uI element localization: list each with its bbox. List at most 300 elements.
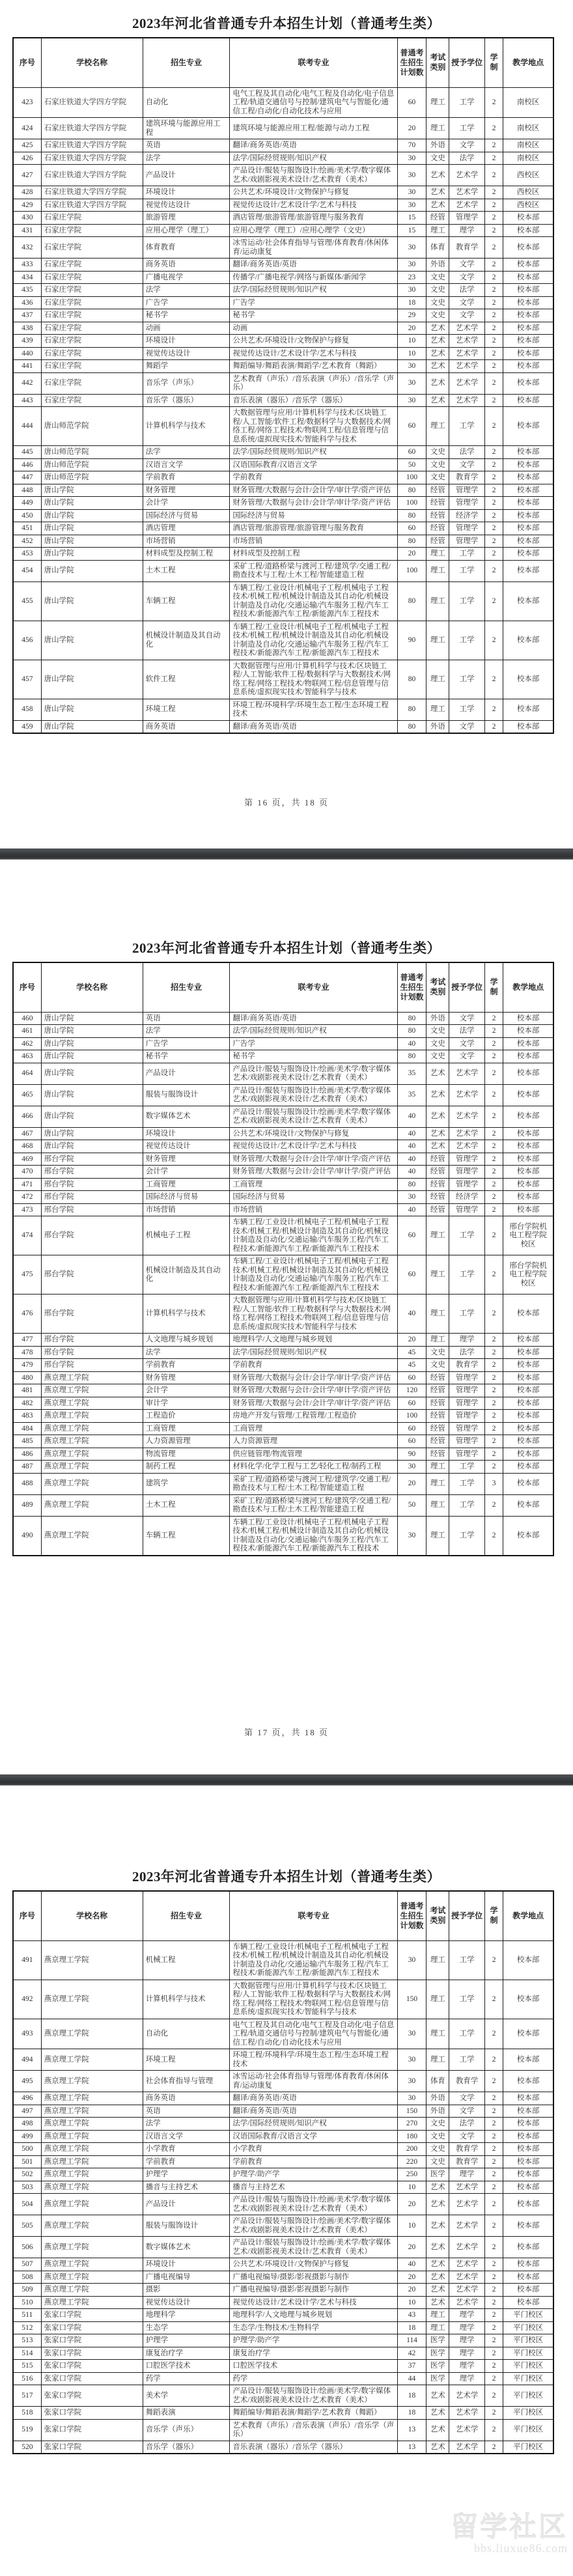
table-cell: 音乐表演（器乐）/音乐学（器乐） <box>230 2441 397 2454</box>
table-cell: 体育 <box>426 237 449 259</box>
table-cell: 电气工程及其自动化/电气工程及自动化/电子信息工程/轨道交通信号与控制/建筑电气与智能化/通信工程/自动化/自动化技术与应用 <box>230 87 397 118</box>
table-cell: 燕京理工学院 <box>41 1473 143 1494</box>
table-cell: 2 <box>485 1371 503 1384</box>
table-cell: 文史 <box>426 2143 449 2156</box>
table-cell: 广告学 <box>230 1037 397 1050</box>
table-cell: 文学 <box>449 720 485 733</box>
table-cell: 医学 <box>426 2372 449 2385</box>
table-cell: 艺术学 <box>449 2385 485 2407</box>
table-cell: 车辆工程/工业设计/机械电子工程/机械电子工程技术/机械工程/机械设计制造及其自动化/机械设计制造及自动化/交通运输/汽车服务工程/汽车工程技术/新能源汽车工程/新能源汽车工程技术 <box>230 1516 397 1556</box>
table-cell: 30 <box>397 2071 426 2092</box>
table-cell: 产品设计/服装与服饰设计/绘画/美术学/数字媒体艺术/戏剧影视美术设计/艺术教育（美术） <box>230 2194 397 2215</box>
table-cell: 唐山师范学院 <box>41 446 143 459</box>
table-row <box>13 548 553 561</box>
table-cell: 工学 <box>449 581 485 621</box>
table-cell: 唐山学院 <box>41 509 143 522</box>
table-cell: 财务管理/大数据与会计/会计学/审计学/资产评估 <box>230 1384 397 1397</box>
table-cell: 37 <box>397 2360 426 2373</box>
table-cell: 校本部 <box>503 2155 553 2168</box>
table-cell: 国际经济与贸易 <box>230 509 397 522</box>
table-cell: 艺术学 <box>449 2271 485 2284</box>
table-cell: 512 <box>13 2321 41 2334</box>
table-cell: 应用心理学（理工）/应用心理学（文史） <box>230 224 397 237</box>
table-cell: 旅游管理 <box>143 212 230 225</box>
table-cell: 2 <box>485 1203 503 1216</box>
table-cell: 2 <box>485 2155 503 2168</box>
table-cell: 唐山学院 <box>41 1140 143 1153</box>
table-cell: 平门校区 <box>503 2385 553 2407</box>
table-cell: 工学 <box>449 1295 485 1334</box>
column-header: 考试类别 <box>426 1891 449 1940</box>
table-cell: 理工 <box>426 1494 449 1516</box>
table-cell: 30 <box>397 284 426 297</box>
table-cell: 法学 <box>449 152 485 165</box>
table-cell: 2 <box>485 360 503 373</box>
table-cell: 2 <box>485 484 503 497</box>
table-row <box>13 2118 553 2131</box>
table-cell: 财务管理/大数据与会计/会计学/审计学/资产评估 <box>230 497 397 510</box>
table-row <box>13 2284 553 2297</box>
table-row <box>13 2143 553 2156</box>
table-cell: 工学 <box>449 1473 485 1494</box>
table-cell: 520 <box>13 2441 41 2454</box>
table-cell: 2 <box>485 259 503 272</box>
table-cell: 自动化 <box>143 2019 230 2049</box>
table-cell: 校本部 <box>503 1334 553 1347</box>
table-cell: 法学 <box>143 446 230 459</box>
table-cell: 478 <box>13 1346 41 1359</box>
table-cell: 经管 <box>426 1384 449 1397</box>
table-cell: 学前教育 <box>230 471 397 484</box>
table-cell: 数字媒体艺术 <box>143 2237 230 2258</box>
table-cell: 自动化 <box>143 87 230 118</box>
table-cell: 燕京理工学院 <box>41 1461 143 1474</box>
table-cell: 唐山学院 <box>41 1050 143 1063</box>
table-cell: 10 <box>397 347 426 360</box>
table-row <box>13 309 553 322</box>
table-cell: 2 <box>485 535 503 548</box>
table-cell: 2 <box>485 1448 503 1461</box>
table-cell: 经管 <box>426 509 449 522</box>
table-row <box>13 1448 553 1461</box>
table-cell: 秘书学 <box>143 309 230 322</box>
table-cell: 经济学 <box>449 509 485 522</box>
table-cell: 2 <box>485 581 503 621</box>
column-header: 序号 <box>13 962 41 1012</box>
table-cell: 管理学 <box>449 1203 485 1216</box>
table-cell: 30 <box>397 259 426 272</box>
table-cell: 口腔医学技术 <box>230 2360 397 2373</box>
table-row <box>13 347 553 360</box>
table-cell: 校本部 <box>503 446 553 459</box>
table-cell: 燕京理工学院 <box>41 2118 143 2131</box>
table-cell: 校本部 <box>503 1127 553 1140</box>
table-row <box>13 1422 553 1435</box>
table-cell: 邢台学院 <box>41 1153 143 1166</box>
table-cell: 艺术 <box>426 2258 449 2271</box>
table-cell: 150 <box>397 2105 426 2118</box>
table-cell: 30 <box>397 165 426 186</box>
table-cell: 20 <box>397 1473 426 1494</box>
table-cell: 463 <box>13 1050 41 1063</box>
table-cell: 西校区 <box>503 165 553 186</box>
table-cell: 2 <box>485 322 503 335</box>
table-cell: 2 <box>485 720 503 733</box>
page-title: 2023年河北省普通专升本招生计划（普通考生类） <box>132 1869 441 1884</box>
table-cell: 100 <box>397 471 426 484</box>
table-cell: 60 <box>397 1216 426 1255</box>
table-cell: 视觉传达设计/艺术设计学/艺术与科技 <box>230 347 397 360</box>
column-header: 教学地点 <box>503 1891 553 1940</box>
table-cell: 法学 <box>449 284 485 297</box>
table-cell: 理工 <box>426 2019 449 2049</box>
table-cell: 唐山学院 <box>41 1063 143 1084</box>
column-header: 招生专业 <box>143 962 230 1012</box>
table-cell: 审计学 <box>143 1397 230 1410</box>
column-header: 学校名称 <box>41 1891 143 1940</box>
table-cell: 小学教育 <box>143 2143 230 2156</box>
table-row <box>13 394 553 407</box>
table-cell: 2 <box>485 458 503 471</box>
table-cell: 外语 <box>426 720 449 733</box>
table-cell: 2 <box>485 1334 503 1347</box>
table-cell: 校本部 <box>503 347 553 360</box>
table-cell: 校本部 <box>503 2118 553 2131</box>
table-cell: 张家口学院 <box>41 2347 143 2360</box>
table-cell: 校本部 <box>503 2215 553 2237</box>
table-cell: 475 <box>13 1255 41 1295</box>
table-cell: 471 <box>13 1178 41 1191</box>
table-cell: 燕京理工学院 <box>41 1494 143 1516</box>
table-cell: 23 <box>397 271 426 284</box>
table-cell: 艺术学 <box>449 347 485 360</box>
table-cell: 艺术 <box>426 2407 449 2420</box>
table-cell: 2 <box>485 2181 503 2194</box>
table-cell: 唐山学院 <box>41 535 143 548</box>
table-cell: 产品设计/服装与服饰设计/绘画/美术学/数字媒体艺术/戏剧影视美术设计/艺术教育（美术） <box>230 2215 397 2237</box>
table-cell: 2 <box>485 2441 503 2454</box>
table-cell: 机械电子工程 <box>143 1216 230 1255</box>
table-cell: 产品设计 <box>143 165 230 186</box>
table-cell: 120 <box>397 1384 426 1397</box>
table-row <box>13 1084 553 1106</box>
table-cell: 校本部 <box>503 1397 553 1410</box>
table-cell: 法学/国际经贸规则/知识产权 <box>230 2118 397 2131</box>
table-cell: 经管 <box>426 1397 449 1410</box>
table-cell: 市场营销 <box>230 535 397 548</box>
table-cell: 30 <box>397 237 426 259</box>
table-row <box>13 471 553 484</box>
table-cell: 外语 <box>426 139 449 152</box>
table-cell: 30 <box>397 1516 426 1556</box>
table-cell: 经管 <box>426 522 449 535</box>
table-cell: 大数据管理与应用/计算机科学与技术/区块链工程/人工智能/软件工程/数据科学与大数据技术/网络工程/网络工程技术/物联网工程/信息管理与信息系统/虚拟现实技术/智能科学与技术 <box>230 1980 397 2019</box>
table-cell: 石家庄铁道大学四方学院 <box>41 199 143 212</box>
table-cell: 燕京理工学院 <box>41 2258 143 2271</box>
table-cell: 469 <box>13 1153 41 1166</box>
table-cell: 2 <box>485 2296 503 2309</box>
table-cell: 产品设计/服装与服饰设计/绘画/美术学/数字媒体艺术/戏剧影视美术设计/艺术教育（美术） <box>230 165 397 186</box>
table-cell: 平门校区 <box>503 2407 553 2420</box>
table-cell: 广告学 <box>143 296 230 309</box>
table-row <box>13 2360 553 2373</box>
table-cell: 会计学 <box>143 1166 230 1179</box>
table-cell: 商务英语 <box>143 259 230 272</box>
table-cell: 15 <box>397 212 426 225</box>
table-cell: 理工 <box>426 1334 449 1347</box>
table-cell: 电气工程及其自动化/电气工程及自动化/电子信息工程/轨道交通信号与控制/建筑电气与智能化/通信工程/自动化/自动化技术与应用 <box>230 2019 397 2049</box>
table-cell: 工学 <box>449 548 485 561</box>
table-cell: 理工 <box>426 2321 449 2334</box>
table-cell: 2 <box>485 660 503 699</box>
table-cell: 邢台学院机电工程学院校区 <box>503 1216 553 1255</box>
table-row <box>13 1516 553 1556</box>
table-cell: 工学 <box>449 2049 485 2071</box>
table-cell: 80 <box>397 1050 426 1063</box>
table-cell: 2 <box>485 621 503 660</box>
table-cell: 482 <box>13 1397 41 1410</box>
table-cell: 土木工程 <box>143 1494 230 1516</box>
table-cell: 环境设计 <box>143 335 230 348</box>
table-cell: 护理学 <box>143 2168 230 2181</box>
table-cell: 地理科学 <box>143 2309 230 2322</box>
table-cell: 唐山学院 <box>41 581 143 621</box>
table-cell: 燕京理工学院 <box>41 1448 143 1461</box>
table-cell: 邢台学院 <box>41 1178 143 1191</box>
table-cell: 校本部 <box>503 237 553 259</box>
table-cell: 南校区 <box>503 87 553 118</box>
table-cell: 理工 <box>426 660 449 699</box>
table-cell: 457 <box>13 660 41 699</box>
table-cell: 市场营销 <box>143 1203 230 1216</box>
table-row <box>13 1410 553 1423</box>
table-cell: 校本部 <box>503 407 553 446</box>
table-cell: 公共艺术/环境设计/文物保护与修复 <box>230 2258 397 2271</box>
table-cell: 工学 <box>449 2019 485 2049</box>
column-header: 授予学位 <box>449 38 485 87</box>
table-cell: 484 <box>13 1422 41 1435</box>
table-cell: 60 <box>397 522 426 535</box>
table-cell: 燕京理工学院 <box>41 2284 143 2297</box>
table-cell: 车辆工程/工业设计/机械电子工程/机械电子工程技术/机械工程/机械设计制造及其自动化/机械设计制造及自动化/交通运输/汽车服务工程/汽车工程技术/新能源汽车工程/新能源汽车工程技术 <box>230 1216 397 1255</box>
table-cell: 2 <box>485 139 503 152</box>
table-cell: 石家庄学院 <box>41 347 143 360</box>
table-cell: 18 <box>397 2321 426 2334</box>
table-cell: 艺术 <box>426 1063 449 1084</box>
table-cell: 423 <box>13 87 41 118</box>
table-cell: 理工 <box>426 560 449 581</box>
table-cell: 40 <box>397 1140 426 1153</box>
table-cell: 理学 <box>449 2168 485 2181</box>
table-cell: 431 <box>13 224 41 237</box>
table-cell: 428 <box>13 186 41 199</box>
table-cell: 石家庄学院 <box>41 335 143 348</box>
table-cell: 理学 <box>449 2309 485 2322</box>
table-row <box>13 1127 553 1140</box>
table-cell: 产品设计 <box>143 1063 230 1084</box>
table-cell: 建筑环境与能源应用工程 <box>143 118 230 139</box>
table-cell: 2 <box>485 309 503 322</box>
table-cell: 校本部 <box>503 1084 553 1106</box>
table-cell: 校本部 <box>503 1063 553 1084</box>
table-cell: 506 <box>13 2237 41 2258</box>
table-cell: 燕京理工学院 <box>41 1435 143 1448</box>
table-cell: 文史 <box>426 296 449 309</box>
table-cell: 校本部 <box>503 484 553 497</box>
table-cell: 456 <box>13 621 41 660</box>
table-cell: 440 <box>13 347 41 360</box>
table-cell: 449 <box>13 497 41 510</box>
table-cell: 石家庄学院 <box>41 284 143 297</box>
table-cell: 490 <box>13 1516 41 1556</box>
table-cell: 唐山学院 <box>41 621 143 660</box>
table-cell: 管理学 <box>449 1435 485 1448</box>
table-cell: 校本部 <box>503 1448 553 1461</box>
table-cell: 理工 <box>426 1216 449 1255</box>
table-cell: 2 <box>485 2194 503 2215</box>
table-cell: 2 <box>485 2130 503 2143</box>
table-cell: 444 <box>13 407 41 446</box>
table-cell: 3 <box>485 1473 503 1494</box>
table-cell: 510 <box>13 2296 41 2309</box>
table-cell: 环境工程 <box>143 2049 230 2071</box>
table-cell: 2 <box>485 87 503 118</box>
table-cell: 校本部 <box>503 296 553 309</box>
table-cell: 艺术学 <box>449 2441 485 2454</box>
table-cell: 2 <box>485 2271 503 2284</box>
table-cell: 校本部 <box>503 2258 553 2271</box>
table-cell: 30 <box>397 2049 426 2071</box>
table-cell: 2 <box>485 1153 503 1166</box>
table-cell: 燕京理工学院 <box>41 1384 143 1397</box>
table-cell: 10 <box>397 2215 426 2237</box>
table-cell: 市场营销 <box>143 535 230 548</box>
table-cell: 60 <box>397 1422 426 1435</box>
table-cell: 护理学 <box>143 2334 230 2347</box>
table-cell: 医学 <box>426 2360 449 2373</box>
table-cell: 唐山学院 <box>41 660 143 699</box>
table-cell: 511 <box>13 2309 41 2322</box>
table-cell: 土木工程 <box>143 560 230 581</box>
table-cell: 459 <box>13 720 41 733</box>
table-cell: 80 <box>397 660 426 699</box>
table-cell: 513 <box>13 2334 41 2347</box>
table-cell: 唐山学院 <box>41 497 143 510</box>
table-cell: 校本部 <box>503 2019 553 2049</box>
table-cell: 冰雪运动/社会体育指导与管理/体育教育/休闲体育/运动康复 <box>230 2071 397 2092</box>
table-cell: 校本部 <box>503 2105 553 2118</box>
table-cell: 艺术 <box>426 1106 449 1127</box>
table-cell: 艺术 <box>426 360 449 373</box>
table-cell: 石家庄学院 <box>41 237 143 259</box>
table-cell: 口腔医学技术 <box>143 2360 230 2373</box>
table-row <box>13 224 553 237</box>
table-cell: 45 <box>397 1346 426 1359</box>
column-header: 考试类别 <box>426 38 449 87</box>
table-row <box>13 2155 553 2168</box>
table-cell: 邢台学院 <box>41 1216 143 1255</box>
table-cell: 机械工程 <box>143 1940 230 1980</box>
table-cell: 理学 <box>449 224 485 237</box>
table-cell: 唐山学院 <box>41 1084 143 1106</box>
table-cell: 艺术 <box>426 165 449 186</box>
table-cell: 外语 <box>426 259 449 272</box>
table-cell: 公共艺术/环境设计/文物保护与修复 <box>230 335 397 348</box>
table-cell: 燕京理工学院 <box>41 1410 143 1423</box>
table-cell: 校本部 <box>503 1140 553 1153</box>
table-cell: 艺术学 <box>449 1127 485 1140</box>
table-cell: 20 <box>397 1334 426 1347</box>
table-cell: 教育学 <box>449 237 485 259</box>
table-cell: 艺术学 <box>449 372 485 394</box>
table-cell: 艺术 <box>426 2194 449 2215</box>
table-cell: 486 <box>13 1448 41 1461</box>
table-cell: 2 <box>485 2419 503 2441</box>
table-cell: 250 <box>397 2168 426 2181</box>
table-row <box>13 1473 553 1494</box>
table-cell: 护理学/助产学 <box>230 2334 397 2347</box>
table-cell: 车辆工程 <box>143 1516 230 1556</box>
table-cell: 文学 <box>449 296 485 309</box>
table-cell: 艺术 <box>426 2419 449 2441</box>
table-cell: 2 <box>485 271 503 284</box>
table-row <box>13 1255 553 1295</box>
table-cell: 461 <box>13 1025 41 1038</box>
table-cell: 艺术 <box>426 322 449 335</box>
table-cell: 文史 <box>426 1359 449 1372</box>
table-cell: 2 <box>485 152 503 165</box>
table-cell: 校本部 <box>503 720 553 733</box>
table-cell: 张家口学院 <box>41 2372 143 2385</box>
table-row <box>13 1980 553 2019</box>
table-row <box>13 1461 553 1474</box>
table-cell: 张家口学院 <box>41 2321 143 2334</box>
table-cell: 425 <box>13 139 41 152</box>
table-row <box>13 560 553 581</box>
table-cell: 文学 <box>449 139 485 152</box>
table-row <box>13 87 553 118</box>
table-cell: 燕京理工学院 <box>41 2105 143 2118</box>
table-cell: 建筑环境与能源应用工程/能源与动力工程 <box>230 118 397 139</box>
table-cell: 西校区 <box>503 186 553 199</box>
table-cell: 2 <box>485 1461 503 1474</box>
table-cell: 465 <box>13 1084 41 1106</box>
table-cell: 理工 <box>426 548 449 561</box>
table-cell: 18 <box>397 2385 426 2407</box>
table-cell: 80 <box>397 1178 426 1191</box>
table-cell: 20 <box>397 2271 426 2284</box>
table-cell: 建筑学 <box>143 1473 230 1494</box>
table-cell: 平门校区 <box>503 2441 553 2454</box>
table-cell: 法学 <box>449 1346 485 1359</box>
table-cell: 数字媒体艺术 <box>143 1106 230 1127</box>
table-cell: 校本部 <box>503 1494 553 1516</box>
table-cell: 2 <box>485 212 503 225</box>
table-row <box>13 118 553 139</box>
table-cell: 张家口学院 <box>41 2360 143 2373</box>
table-cell: 文史 <box>426 446 449 459</box>
table-cell: 唐山学院 <box>41 1127 143 1140</box>
table-cell: 2 <box>485 2143 503 2156</box>
table-row <box>13 2347 553 2360</box>
table-cell: 校本部 <box>503 1025 553 1038</box>
table-row <box>13 1295 553 1334</box>
table-cell: 音乐表演（器乐）/音乐学（器乐） <box>230 394 397 407</box>
table-cell: 工学 <box>449 660 485 699</box>
table-cell: 软件工程 <box>143 660 230 699</box>
table-cell: 工学 <box>449 1255 485 1295</box>
table-cell: 2 <box>485 699 503 720</box>
